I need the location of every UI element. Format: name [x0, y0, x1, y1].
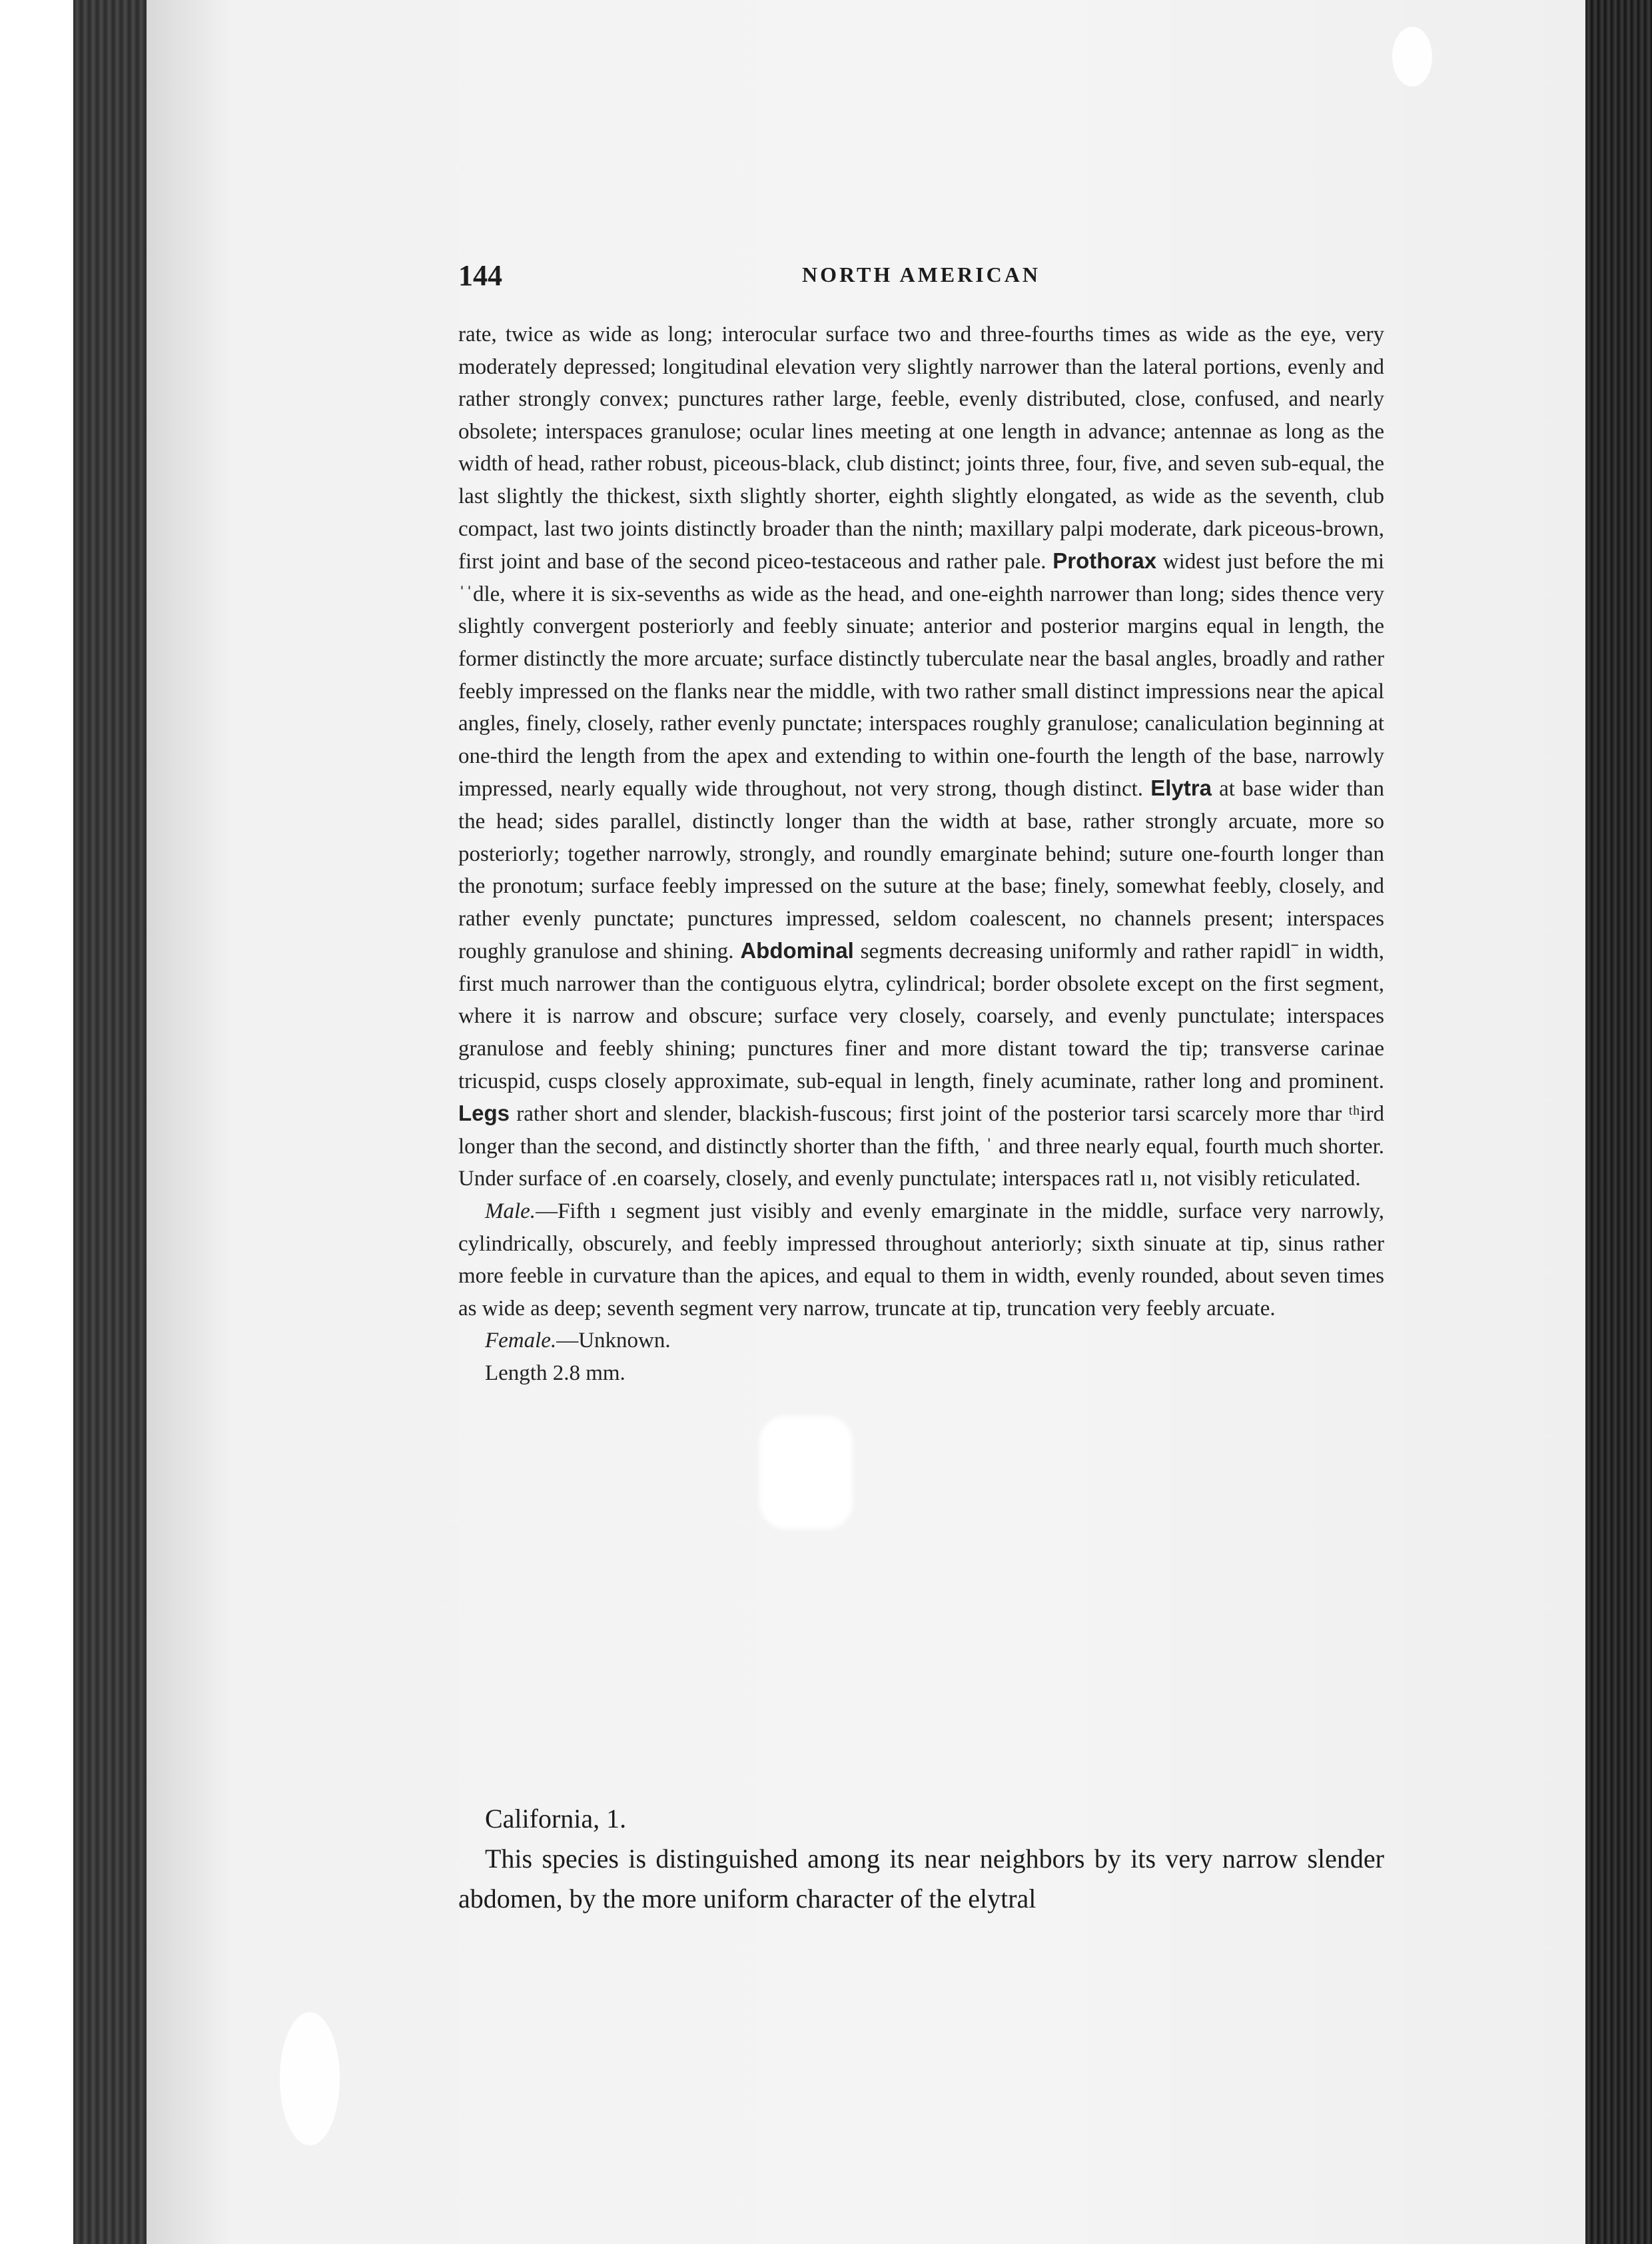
- heading-legs: Legs: [458, 1101, 510, 1126]
- scan-artifact-mark: [280, 2012, 340, 2145]
- locality-line: California, 1.: [485, 1804, 627, 1834]
- running-head: NORTH AMERICAN: [802, 263, 1040, 286]
- heading-abdominal: Abdominal: [740, 938, 854, 963]
- length-line: Length 2.8 mm.: [485, 1361, 625, 1385]
- female-paragraph: [458, 1325, 1384, 1357]
- scan-artifact-mark: [1392, 27, 1432, 87]
- description-text: widest just before the miˈˈdle, where it is six-sevenths as wide as the head, and one-eighth narrower than long; sides thence very slightly convergent posteriorly and feebly sinuate; anterior and posterior margins equal in length, the former distinctly the more arcuate; surface distinctly tuberculate near the basal angles, broadly and rather feebly impressed on the flanks near the middle, with two rather small distinct impressions near the apical angles, finely, closely, rather evenly punctate; interspaces roughly granulose; canaliculation beginning at one-third the length from the apex and extending to within one-fourth the length of the base, narrowly impressed, nearly equally wide throughout, not very strong, though distinct.: [458, 550, 1384, 802]
- male-paragraph: [458, 1195, 1384, 1325]
- male-text: —Fifth ı segment just visibly and evenly emarginate in the middle, surface very narrowly, cylindrically, obscurely, and feebly impressed throughout anteriorly; sixth sinuate at tip, sinus rather more feeble in curvature than the apices, and equal to them in width, evenly rounded, about seven times as wide as deep; seventh segment very narrow, truncate at tip, truncation very feebly arcuate.: [458, 1199, 1384, 1321]
- closing-paragraph: This species is distinguished among its near neighbors by its very narrow slender abdomen, by the more uniform character of the elytral: [458, 1844, 1384, 1914]
- female-text: —Unknown.: [556, 1329, 671, 1353]
- description-text: segments decreasing uniformly and rather rapidlˉ in width, first much narrower than the contiguous elytra, cylindrical; border obsolete except on the first segment, where it is narrow and obscure; surface very closely, coarsely, and evenly punctulate; interspaces granulose and feebly shining; punctures finer and more distant toward the tip; transverse carinae tricuspid, cusps closely approximate, sub-equal in length, finely acuminate, rather long and prominent.: [458, 939, 1384, 1093]
- heading-elytra: Elytra: [1150, 776, 1212, 801]
- paper-blemish: [759, 1416, 853, 1529]
- male-label: Male.: [485, 1199, 536, 1224]
- page-number: 144: [458, 259, 502, 292]
- closing-section: [458, 1799, 1384, 1919]
- species-description: [458, 318, 1384, 1390]
- book-spine-right: [1585, 0, 1652, 2244]
- scan-margin: [0, 0, 73, 2244]
- description-paragraph: [458, 318, 1384, 1195]
- description-text: at base wider than the head; sides parallel, distinctly longer than the width at base, rather strongly arcuate, more so posteriorly; together narrowly, strongly, and roundly emarginate behind; suture one-fourth longer than the pronotum; surface feebly impressed on the suture at the base; finely, somewhat feebly, closely, and rather evenly punctate; punctures impressed, seldom coalescent, no channels present; interspaces roughly granulose and shining.: [458, 777, 1385, 964]
- page-header: [458, 259, 1384, 298]
- description-text: rather short and slender, blackish-fuscous; first joint of the posterior tarsi scarcely more thar ᵗʰird longer than the second, and distinctly shorter than the fifth, ˈ and three nearly equal, fourth much shorter. Under surface of .en coarsely, closely, and evenly punctulate; interspaces ratl ıı, not visibly reticulated.: [458, 1102, 1384, 1191]
- book-spine-left: [73, 0, 147, 2244]
- description-text: rate, twice as wide as long; interocular surface two and three-fourths times as wide as the eye, very moderately depressed; longitudinal elevation very slightly narrower than the lateral portions, evenly and rather strongly convex; punctures rather large, feeble, evenly distributed, close, confused, and nearly obsolete; interspaces granulose; ocular lines meeting at one length in advance; antennae as long as the width of head, rather robust, piceous-black, club distinct; joints three, four, five, and seven sub-equal, the last slightly the thickest, sixth slightly shorter, eighth slightly elongated, as wide as the seventh, club compact, last two joints distinctly broader than the ninth; maxillary palpi moderate, dark piceous-brown, first joint and base of the second piceo-testaceous and rather pale.: [458, 322, 1384, 574]
- heading-prothorax: Prothorax: [1052, 548, 1157, 574]
- female-label: Female.: [485, 1329, 557, 1353]
